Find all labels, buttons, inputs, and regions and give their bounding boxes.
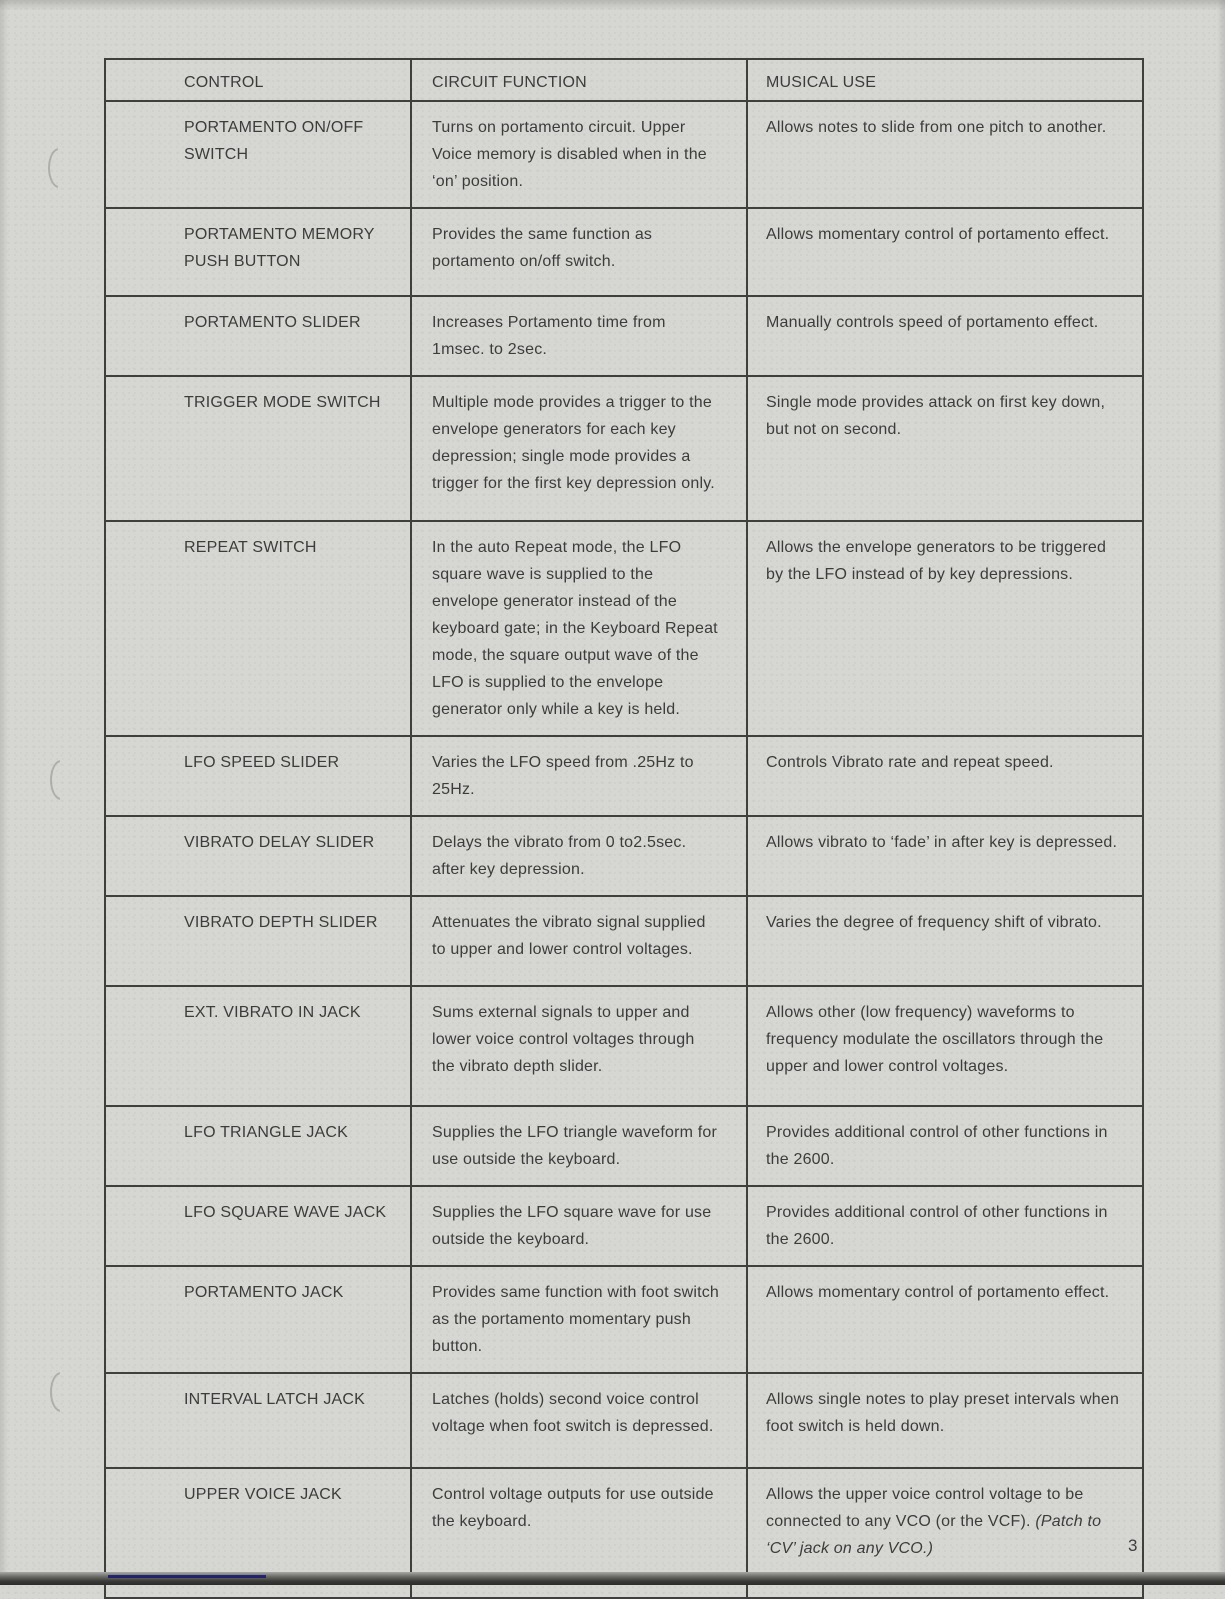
table-row — [105, 1186, 1143, 1266]
musical-use-note-italic: (Patch to ‘CV’ jack on any VCO.) — [766, 1513, 1102, 1557]
cell-control: PORTAMENTO JACK — [105, 1266, 411, 1373]
scan-edge-top — [0, 0, 1225, 10]
cell-musical-use: Allows single notes to play preset intervals when foot switch is held down. — [747, 1373, 1143, 1468]
table-row — [105, 816, 1143, 896]
cell-circuit-function: Supplies the LFO triangle waveform for use outside the keyboard. — [411, 1106, 747, 1186]
cell-circuit-function: Sums external signals to upper and lower voice control voltages through the vibrato depth slider. — [411, 986, 747, 1106]
table-row — [105, 208, 1143, 296]
cell-musical-use: Allows momentary control of portamento effect. — [747, 208, 1143, 296]
scan-bottom-edge — [0, 1572, 1225, 1585]
cell-circuit-function: Control voltage outputs for use outside the keyboard. — [411, 1468, 747, 1598]
cell-musical-use: Allows other (low frequency) waveforms to frequency modulate the oscillators through the upper and lower control voltages. — [747, 986, 1143, 1106]
page-number: 3 — [1128, 1536, 1138, 1555]
table-row — [105, 896, 1143, 986]
cell-control: PORTAMENTO MEMORY PUSH BUTTON — [105, 208, 411, 296]
cell-circuit-function: Provides the same function as portamento on/off switch. — [411, 208, 747, 296]
cell-control: UPPER VOICE JACK — [105, 1468, 411, 1598]
cell-musical-use: Varies the degree of frequency shift of vibrato. — [747, 896, 1143, 986]
table-row — [105, 101, 1143, 208]
scan-artifact-arc — [50, 1372, 72, 1412]
scan-edge-left — [0, 0, 8, 1585]
cell-musical-use: Allows the envelope generators to be triggered by the LFO instead of by key depressions. — [747, 521, 1143, 736]
table-row — [105, 296, 1143, 376]
table-row — [105, 1106, 1143, 1186]
cell-circuit-function: Supplies the LFO square wave for use outside the keyboard. — [411, 1186, 747, 1266]
scan-edge-right — [1217, 0, 1225, 1585]
scan-bottom-mark — [108, 1575, 266, 1578]
control-function-table — [104, 58, 1144, 1599]
cell-control: LFO TRIANGLE JACK — [105, 1106, 411, 1186]
scan-artifact-arc — [48, 148, 70, 188]
cell-control: PORTAMENTO ON/OFF SWITCH — [105, 101, 411, 208]
table-row — [105, 736, 1143, 816]
scan-artifact-arc — [50, 760, 72, 800]
cell-circuit-function: Multiple mode provides a trigger to the envelope generators for each key depression; single mode provides a trigger for the first key depression only. — [411, 376, 747, 521]
cell-control: LFO SPEED SLIDER — [105, 736, 411, 816]
cell-control: INTERVAL LATCH JACK — [105, 1373, 411, 1468]
table-row — [105, 521, 1143, 736]
header-musical-use: MUSICAL USE — [747, 59, 1143, 101]
cell-musical-use: Provides additional control of other functions in the 2600. — [747, 1106, 1143, 1186]
cell-musical-use: Provides additional control of other functions in the 2600. — [747, 1186, 1143, 1266]
table-header-row — [105, 59, 1143, 101]
cell-circuit-function: Attenuates the vibrato signal supplied to upper and lower control voltages. — [411, 896, 747, 986]
cell-musical-use: Single mode provides attack on first key down, but not on second. — [747, 376, 1143, 521]
cell-musical-use: Allows vibrato to ‘fade’ in after key is depressed. — [747, 816, 1143, 896]
cell-control: VIBRATO DEPTH SLIDER — [105, 896, 411, 986]
cell-circuit-function: Provides same function with foot switch as the portamento momentary push button. — [411, 1266, 747, 1373]
cell-control: VIBRATO DELAY SLIDER — [105, 816, 411, 896]
cell-control: EXT. VIBRATO IN JACK — [105, 986, 411, 1106]
table-row — [105, 376, 1143, 521]
header-control: CONTROL — [105, 59, 411, 101]
cell-control: LFO SQUARE WAVE JACK — [105, 1186, 411, 1266]
table-row — [105, 986, 1143, 1106]
cell-control: TRIGGER MODE SWITCH — [105, 376, 411, 521]
cell-circuit-function: Increases Portamento time from 1msec. to 2sec. — [411, 296, 747, 376]
table-row — [105, 1373, 1143, 1468]
cell-circuit-function: Latches (holds) second voice control voltage when foot switch is depressed. — [411, 1373, 747, 1468]
header-circuit-function: CIRCUIT FUNCTION — [411, 59, 747, 101]
cell-musical-use: Manually controls speed of portamento effect. — [747, 296, 1143, 376]
cell-circuit-function: In the auto Repeat mode, the LFO square wave is supplied to the envelope generator instead of the keyboard gate; in the Keyboard Repeat mode, the square output wave of the LFO is supplied to the envelope generator only while a key is held. — [411, 521, 747, 736]
cell-circuit-function: Delays the vibrato from 0 to2.5sec. after key depression. — [411, 816, 747, 896]
table-row — [105, 1266, 1143, 1373]
musical-use-text: Allows the upper voice control voltage to be connected to any VCO (or the VCF). — [766, 1486, 1084, 1530]
cell-circuit-function: Turns on portamento circuit. Upper Voice memory is disabled when in the ‘on’ position. — [411, 101, 747, 208]
cell-control: REPEAT SWITCH — [105, 521, 411, 736]
cell-control: PORTAMENTO SLIDER — [105, 296, 411, 376]
cell-musical-use: Controls Vibrato rate and repeat speed. — [747, 736, 1143, 816]
cell-circuit-function: Varies the LFO speed from .25Hz to 25Hz. — [411, 736, 747, 816]
cell-musical-use: Allows notes to slide from one pitch to another. — [747, 101, 1143, 208]
cell-musical-use: Allows momentary control of portamento effect. — [747, 1266, 1143, 1373]
